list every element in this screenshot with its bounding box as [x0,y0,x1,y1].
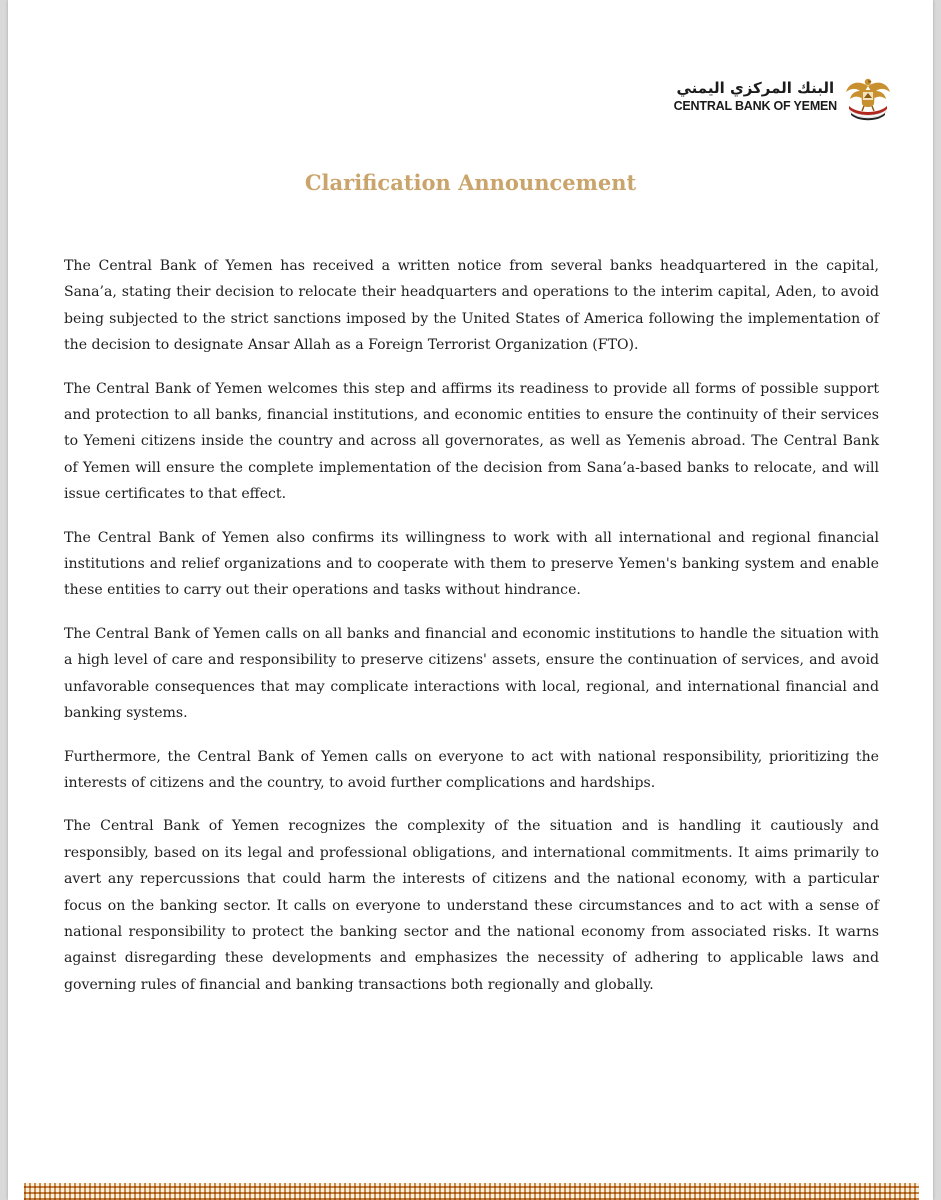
paragraph-1: The Central Bank of Yemen has received a written notice from several banks headquartered in the capital, Sana’a, stating their decision to relocate their headquarters and operations to the interim capital, Aden, to avoid being subjected to the strict sanctions imposed by the United States of America following the implementation of the decision to designate Ansar Allah as a Foreign Terrorist Organization (FTO). [64,258,879,354]
logo-english-name: CENTRAL BANK OF YEMEN [673,99,837,114]
paragraph-3: The Central Bank of Yemen also confirms its willingness to work with all international and regional financial institutions and relief organizations and to cooperate with them to preserve Yemen's banking system and enable these entities to carry out their operations and tasks without hindrance. [64,529,879,599]
decorative-bottom-border [24,1183,919,1200]
paragraph-5: Furthermore, the Central Bank of Yemen calls on everyone to act with national responsibility, prioritizing the interests of citizens and the country, to avoid further complications and hardships. [64,748,879,791]
central-bank-logo [674,72,893,122]
paragraph-6: The Central Bank of Yemen recognizes the complexity of the situation and is handling it cautiously and responsibly, based on its legal and professional obligations, and international commitments. It aims primarily to avert any repercussions that could harm the interests of citizens and the national economy, with a particular focus on the banking sector. It calls on everyone to understand these circumstances and to act with a sense of national responsibility to protect the banking sector and the national economy from associated risks. It warns against disregarding these developments and emphasizes the necessity of adhering to applicable laws and governing rules of financial and banking transactions both regionally and globally. [64,818,879,993]
paragraph-2: The Central Bank of Yemen welcomes this step and affirms its readiness to provide all forms of possible support and protection to all banks, financial institutions, and economic entities to ensure the continuity of their services to Yemeni citizens inside the country and across all governorates, as well as Yemenis abroad. The Central Bank of Yemen will ensure the complete implementation of the decision from Sana’a-based banks to relocate, and will issue certificates to that effect. [64,380,879,503]
announcement-body [64,253,879,1015]
logo-text [674,81,837,113]
yemen-eagle-emblem-icon [843,72,893,122]
logo-arabic-name: البنك المركزي اليمني [676,79,835,98]
paragraph-4: The Central Bank of Yemen calls on all banks and financial and economic institutions to handle the situation with a high level of care and responsibility to preserve citizens' assets, ensure the continuation of services, and avoid unfavorable consequences that may complicate interactions with local, regional, and international financial and banking systems. [64,625,879,722]
announcement-title: Clarification Announcement [304,170,637,195]
document-page [8,0,933,1200]
